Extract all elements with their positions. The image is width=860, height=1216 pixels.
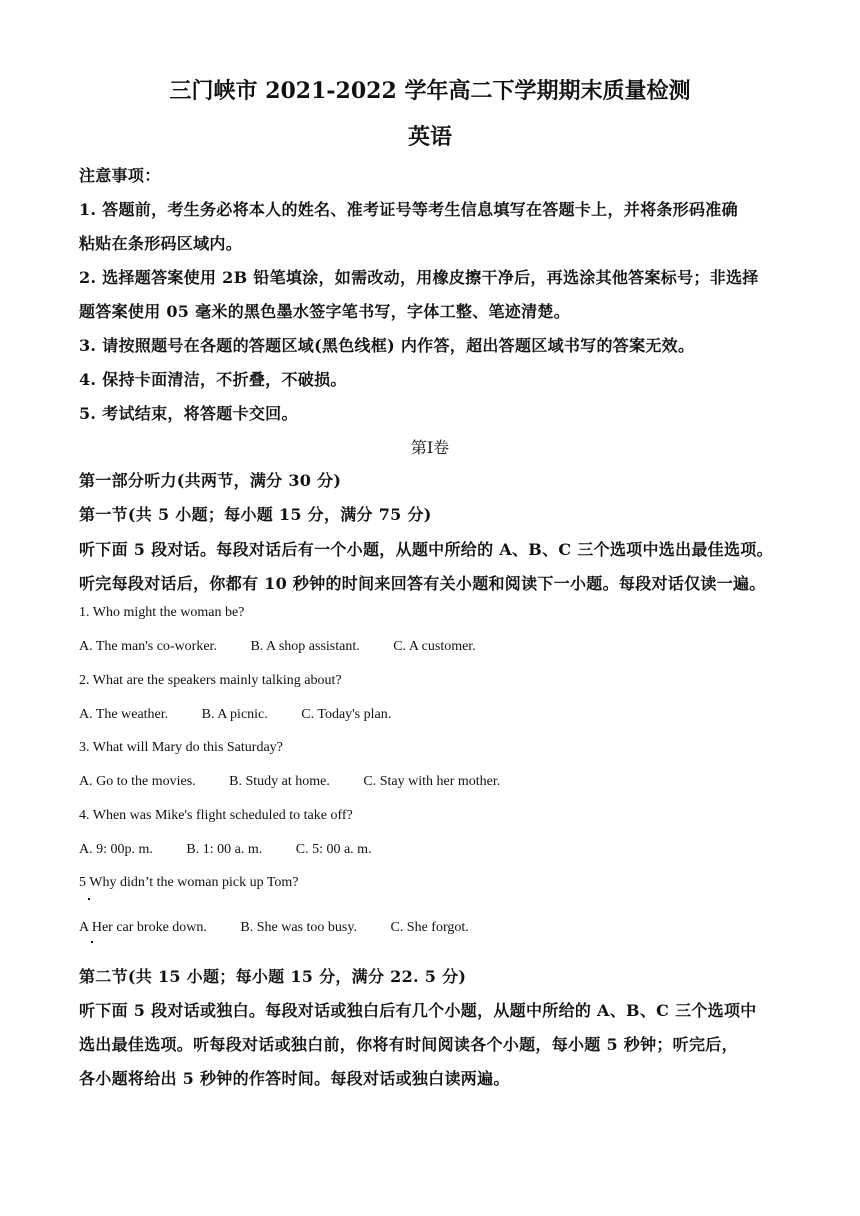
option-c: C. Today's plan. [301,707,392,722]
part1-heading: 第一部分听力(共两节，满分 30 分) [79,471,342,490]
option-a: A. The weather. [79,707,169,722]
question-options [79,774,500,790]
notice-line: 2. 选择题答案使用 2B 铅笔填涂，如需改动，用橡皮擦干净后，再选涂其他答案标号；非选择 [79,268,759,287]
question-options [79,639,476,655]
question-text: 3. What will Mary do this Saturday? [79,740,283,755]
section2-instruction: 选出最佳选项。听每段对话或独白前，你将有时间阅读各个小题，每小题 5 秒钟；听完后， [79,1035,738,1054]
question-text: 5 Why didn’t the woman pick up Tom? [79,875,299,890]
volume-label: 第Ⅰ卷 [410,438,450,457]
option-a: A. Go to the movies. [79,774,196,789]
option-b: B. A shop assistant. [250,639,360,654]
question-options [79,707,391,723]
exam-title: 三门峡市 2021-2022 学年高二下学期期末质量检测 [169,78,691,104]
option-c: C. 5: 00 a. m. [295,842,372,857]
option-c: C. Stay with her mother. [363,774,501,789]
option-a: A. 9: 00p. m. [79,842,153,857]
option-b: B. Study at home. [229,774,330,789]
question-text: 2. What are the speakers mainly talking about? [79,673,342,688]
option-a: A Her car broke down. [79,920,207,935]
notice-line: 1. 答题前，考生务必将本人的姓名、准考证号等考生信息填写在答题卡上，并将条形码准确 [79,200,738,219]
section1-instruction: 听完每段对话后，你都有 10 秒钟的时间来回答有关小题和阅读下一小题。每段对话仅读一遍。 [79,574,766,593]
section2-instruction: 听下面 5 段对话或独白。每段对话或独白后有几个小题，从题中所给的 A、B、C 三个选项中 [79,1001,757,1020]
notice-line: 题答案使用 05 毫米的黑色墨水签字笔书写，字体工整、笔迹清楚。 [79,302,571,321]
notice-heading: 注意事项： [79,166,161,185]
question-text: 4. When was Mike's flight scheduled to take off? [79,808,353,823]
subject-title: 英语 [407,124,452,150]
option-b: B. 1: 00 a. m. [186,842,263,857]
notice-line: 5. 考试结束，将答题卡交回。 [79,404,298,423]
option-b: B. She was too busy. [240,920,357,935]
question-options [79,842,372,858]
option-b: B. A picnic. [201,707,268,722]
option-a: A. The man's co-worker. [79,639,217,654]
section1-instruction: 听下面 5 段对话。每段对话后有一个小题，从题中所给的 A、B、C 三个选项中选出最佳选项。 [79,540,773,559]
section1-heading: 第一节(共 5 小题；每小题 15 分，满分 75 分) [79,505,432,524]
stray-dot [91,941,93,943]
question-text: 1. Who might the woman be? [79,605,245,620]
section2-instruction: 各小题将给出 5 秒钟的作答时间。每段对话或独白读两遍。 [79,1069,510,1088]
option-c: C. She forgot. [390,920,469,935]
option-c: C. A customer. [393,639,476,654]
stray-dot [88,898,90,900]
section2-heading: 第二节(共 15 小题；每小题 15 分，满分 22. 5 分) [79,967,467,986]
notice-line: 粘贴在条形码区域内。 [79,234,243,253]
notice-line: 3. 请按照题号在各题的答题区域(黑色线框) 内作答，超出答题区域书写的答案无效。 [79,336,695,355]
question-options [79,920,469,936]
notice-line: 4. 保持卡面清洁，不折叠，不破损。 [79,370,347,389]
